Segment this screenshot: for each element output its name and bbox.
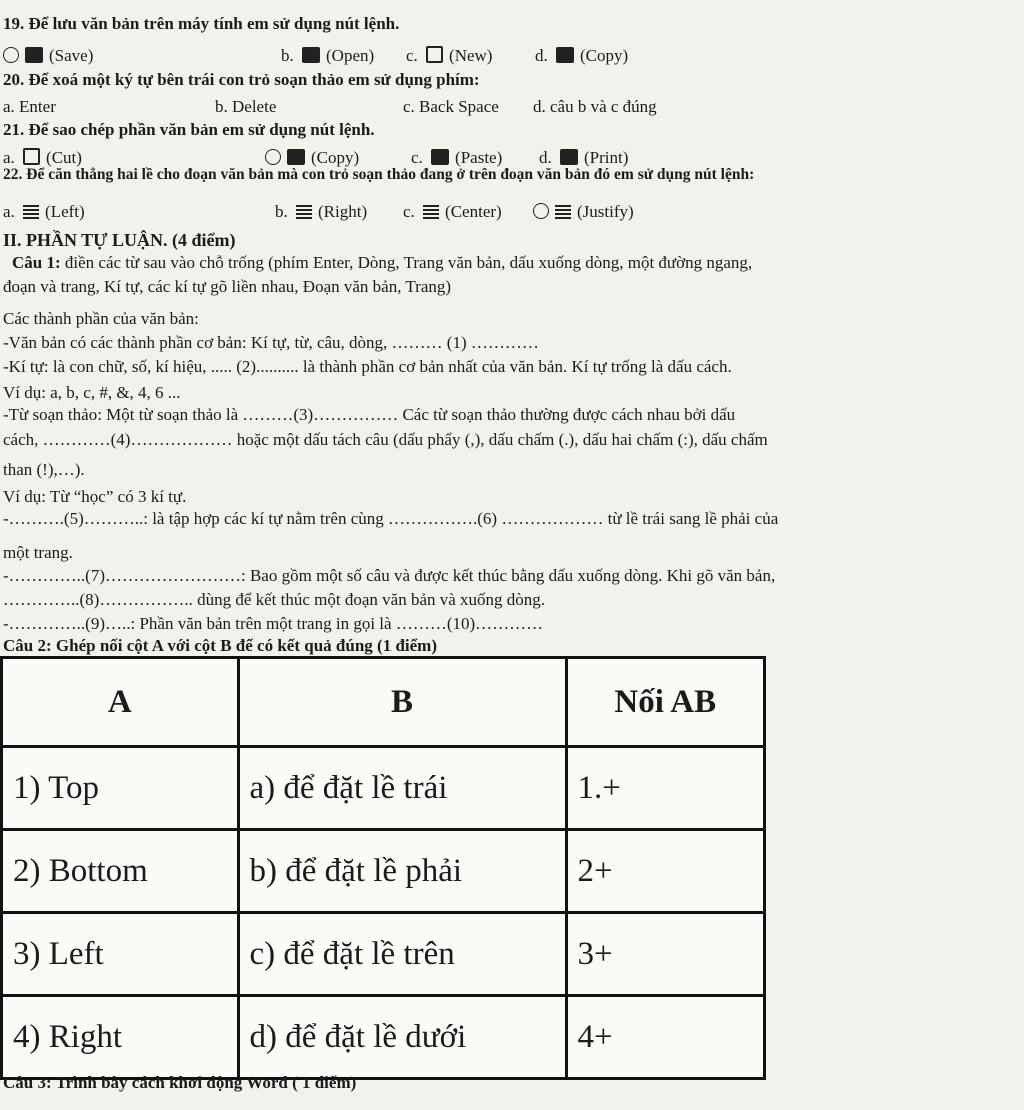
table-row [2, 830, 765, 913]
table-cell-ab: 3+ [566, 913, 764, 996]
q22-option-a: (Left) [45, 202, 85, 221]
paste-icon [431, 149, 449, 165]
cau2-label: Câu 2: [3, 636, 52, 655]
table-cell-b: c) để đặt lề trên [238, 913, 566, 996]
circle-mark-icon [3, 47, 19, 63]
cau1-instruction [12, 253, 752, 273]
table-header-a: A [2, 658, 239, 747]
table-cell-ab: 4+ [566, 996, 764, 1079]
essay-line-12: …………..(8)…………….. dùng để kết thúc một đoạn văn bản và xuống dòng. [3, 590, 546, 609]
q19-option-a: (Save) [49, 46, 94, 65]
q21-option-b: (Copy) [311, 148, 360, 167]
part2-heading: II. PHẦN TỰ LUẬN. (4 điểm) [3, 230, 236, 250]
table-cell-a: 2) Bottom [2, 830, 239, 913]
essay-line-2: -Văn bản có các thành phần cơ bản: Kí tự, từ, câu, dòng, ……… (1) ………… [3, 333, 539, 352]
justify-icon [555, 205, 571, 219]
table-cell-ab: 2+ [566, 830, 764, 913]
q20-option-d: d. câu b và c đúng [533, 97, 657, 116]
copy-icon [287, 149, 305, 165]
q21-option-d: (Print) [584, 148, 629, 167]
table-cell-a: 4) Right [2, 996, 239, 1079]
align-center-icon [423, 205, 439, 219]
table-cell-a: 3) Left [2, 913, 239, 996]
table-row [2, 913, 765, 996]
printer-icon [560, 149, 578, 165]
q22-option-b: (Right) [318, 202, 368, 221]
align-right-icon [296, 205, 312, 219]
q21-title: 21. Để sao chép phần văn bản em sử dụng nút lệnh. [3, 120, 375, 139]
cau1-text2: đoạn và trang, Kí tự, các kí tự gõ liền nhau, Đoạn văn bản, Trang) [3, 277, 452, 296]
q20-option-c: c. Back Space [403, 97, 499, 116]
q21-option-c: (Paste) [455, 148, 503, 167]
table-cell-ab: 1.+ [566, 747, 764, 830]
table-header-row [2, 658, 765, 747]
essay-line-1: Các thành phần của văn bản: [3, 309, 199, 328]
q19-option-d: (Copy) [580, 46, 629, 65]
q19-option-c: (New) [449, 46, 493, 65]
q20-option-a: a. Enter [3, 97, 56, 116]
save-icon [25, 47, 43, 63]
table-cell-b: d) để đặt lề dưới [238, 996, 566, 1079]
table-header-b: B [238, 658, 566, 747]
essay-line-10: một trang. [3, 543, 73, 562]
new-document-icon [426, 46, 443, 63]
copy-icon [556, 47, 574, 63]
table-row [2, 747, 765, 830]
q20-title: 20. Để xoá một ký tự bên trái con trỏ soạn thảo em sử dụng phím: [3, 70, 480, 89]
q19-option-b: (Open) [326, 46, 375, 65]
matching-table [0, 656, 766, 1080]
open-folder-icon [302, 47, 320, 63]
table-cell-b: b) để đặt lề phải [238, 830, 566, 913]
cau3-instruction [3, 1073, 356, 1093]
table-cell-a: 1) Top [2, 747, 239, 830]
table-row [2, 996, 765, 1079]
cau2-instruction [3, 636, 437, 656]
q22-title: 22. Để căn thẳng hai lề cho đoạn văn bản mà con trỏ soạn thảo đang ở trên đoạn văn bản đó em sử dụng nút lệnh: [3, 166, 755, 183]
cau2-text: Ghép nối cột A với cột B để có kết quả đúng (1 điểm) [51, 636, 437, 655]
cau3-label: Câu 3: [3, 1073, 52, 1092]
essay-line-3: -Kí tự: là con chữ, số, kí hiệu, ..... (2).......... là thành phần cơ bản nhất của văn bản. Kí tự trống là dấu cách. [3, 357, 732, 376]
scissors-icon [23, 148, 40, 165]
q20-option-b: b. Delete [215, 97, 277, 116]
q22-option-d: (Justify) [577, 202, 634, 221]
essay-line-9: -……….(5)………..: là tập hợp các kí tự nằm trên cùng …………….(6) ……………… từ lề trái sang lề phải của [3, 509, 779, 528]
table-cell-b: a) để đặt lề trái [238, 747, 566, 830]
q19-title: 19. Để lưu văn bản trên máy tính em sử dụng nút lệnh. [3, 14, 400, 33]
cau3-text: Trình bày cách khởi động Word ( 1 điểm) [51, 1073, 357, 1092]
cau1-text: điền các từ sau vào chỗ trống (phím Enter, Dòng, Trang văn bản, dấu xuống dòng, một đường ngang, [60, 253, 753, 272]
q21-option-a: (Cut) [46, 148, 82, 167]
cau1-label: Câu 1: [12, 253, 61, 272]
essay-line-6: cách, …………(4)……………… hoặc một dấu tách câu (dấu phẩy (,), dấu chấm (.), dấu hai chấm (:), dấu chấm [3, 430, 768, 449]
essay-line-13: -…………..(9)…..: Phần văn bản trên một trang in gọi là ………(10)………… [3, 614, 544, 633]
q22-option-c: (Center) [445, 202, 502, 221]
circle-mark-icon [533, 203, 549, 219]
align-left-icon [23, 205, 39, 219]
essay-line-7: than (!),…). [3, 460, 85, 479]
essay-line-5: -Từ soạn thảo: Một từ soạn thảo là ………(3)…………… Các từ soạn thảo thường được cách nhau bởi dấu [3, 405, 736, 424]
essay-line-8: Ví dụ: Từ “học” có 3 kí tự. [3, 487, 187, 506]
essay-line-11: -…………..(7)……………………: Bao gồm một số câu và được kết thúc bằng dấu xuống dòng. Khi gõ văn bản, [3, 566, 776, 585]
circle-mark-icon [265, 149, 281, 165]
essay-line-4: Ví dụ: a, b, c, #, &, 4, 6 ... [3, 383, 181, 402]
table-header-ab: Nối AB [566, 658, 764, 747]
